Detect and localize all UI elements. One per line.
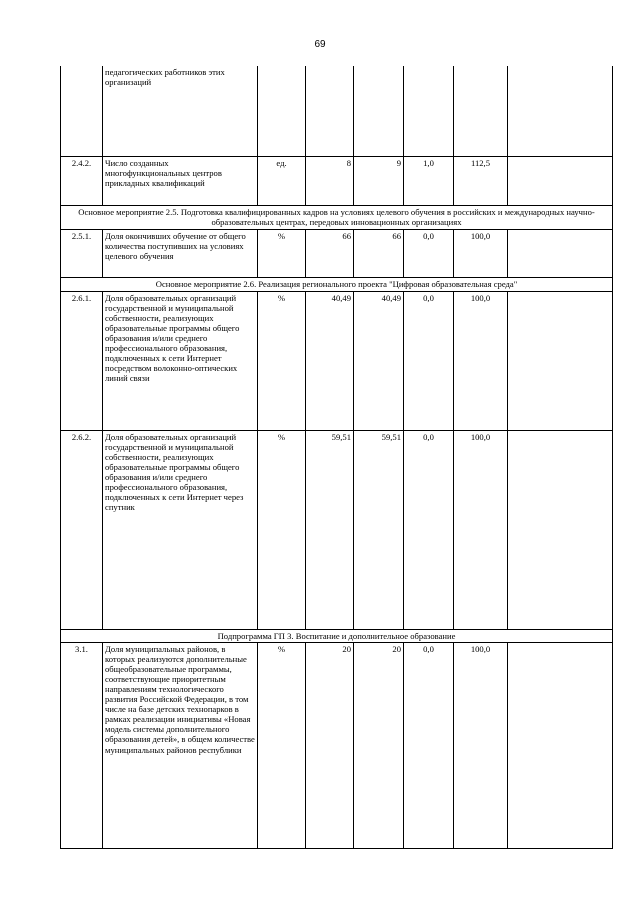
unit-cell bbox=[258, 66, 306, 156]
note-cell bbox=[508, 156, 613, 205]
value-cell bbox=[354, 66, 404, 156]
row-number: 3.1. bbox=[61, 642, 103, 848]
note-cell bbox=[508, 291, 613, 430]
note-cell bbox=[508, 642, 613, 848]
table-row bbox=[61, 156, 613, 205]
value-cell: 66 bbox=[354, 229, 404, 277]
section-row bbox=[61, 205, 613, 229]
page-number: 69 bbox=[314, 39, 326, 50]
table-row bbox=[61, 66, 613, 156]
value-cell bbox=[454, 66, 508, 156]
value-cell: 9 bbox=[354, 156, 404, 205]
row-number: 2.6.2. bbox=[61, 430, 103, 629]
note-cell bbox=[508, 430, 613, 629]
note-cell bbox=[508, 229, 613, 277]
value-cell: 40,49 bbox=[306, 291, 354, 430]
value-cell: 8 bbox=[306, 156, 354, 205]
value-cell: 0,0 bbox=[404, 291, 454, 430]
value-cell: 40,49 bbox=[354, 291, 404, 430]
unit-cell: % bbox=[258, 229, 306, 277]
row-number: 2.5.1. bbox=[61, 229, 103, 277]
value-cell: 112,5 bbox=[454, 156, 508, 205]
indicator-name: Число созданных многофункциональных центров прикладных квалификаций bbox=[103, 156, 258, 205]
value-cell: 0,0 bbox=[404, 430, 454, 629]
value-cell: 59,51 bbox=[306, 430, 354, 629]
value-cell bbox=[404, 66, 454, 156]
table-row bbox=[61, 229, 613, 277]
value-cell: 66 bbox=[306, 229, 354, 277]
row-number bbox=[61, 66, 103, 156]
table-row bbox=[61, 291, 613, 430]
value-cell: 0,0 bbox=[404, 229, 454, 277]
row-number: 2.4.2. bbox=[61, 156, 103, 205]
value-cell: 20 bbox=[306, 642, 354, 848]
value-cell: 100,0 bbox=[454, 642, 508, 848]
row-number: 2.6.1. bbox=[61, 291, 103, 430]
value-cell bbox=[306, 66, 354, 156]
value-cell: 100,0 bbox=[454, 291, 508, 430]
value-cell: 100,0 bbox=[454, 430, 508, 629]
value-cell: 20 bbox=[354, 642, 404, 848]
unit-cell: ед. bbox=[258, 156, 306, 205]
value-cell: 0,0 bbox=[404, 642, 454, 848]
indicators-table bbox=[60, 66, 613, 849]
section-heading: Подпрограмма ГП 3. Воспитание и дополнительное образование bbox=[61, 629, 613, 642]
value-cell: 1,0 bbox=[404, 156, 454, 205]
section-heading: Основное мероприятие 2.6. Реализация регионального проекта "Цифровая образовательная среда" bbox=[61, 277, 613, 291]
table-row bbox=[61, 430, 613, 629]
indicator-name: Доля образовательных организаций государственной и муниципальной собственности, реализующих образовательные программы общего образования и/или среднего профессионального образования, подключенных к сети Интернет посредством волоконно-оптических линий связи bbox=[103, 291, 258, 430]
section-row bbox=[61, 629, 613, 642]
unit-cell: % bbox=[258, 430, 306, 629]
section-row bbox=[61, 277, 613, 291]
indicator-name: Доля окончивших обучение от общего количества поступивших на условиях целевого обучения bbox=[103, 229, 258, 277]
unit-cell: % bbox=[258, 642, 306, 848]
unit-cell: % bbox=[258, 291, 306, 430]
indicator-name: педагогических работников этих организаций bbox=[103, 66, 258, 156]
note-cell bbox=[508, 66, 613, 156]
indicator-name: Доля муниципальных районов, в которых реализуются дополнительные общеобразовательные программы, соответствующие приоритетным направлениям технологического развития Российской Федерации, в том числе на базе детских технопарков в рамках реализации инициативы «Новая модель системы дополнительного образования детей», в общем количестве муниципальных районов республики bbox=[103, 642, 258, 848]
section-heading: Основное мероприятие 2.5. Подготовка квалифицированных кадров на условиях целевого обучения в российских и международных научно-образовательных центрах, передовых инновационных организациях bbox=[61, 205, 613, 229]
value-cell: 100,0 bbox=[454, 229, 508, 277]
value-cell: 59,51 bbox=[354, 430, 404, 629]
indicator-name: Доля образовательных организаций государственной и муниципальной собственности, реализующих образовательные программы общего образования и/или среднего профессионального образования, подключенных к сети Интернет через спутник bbox=[103, 430, 258, 629]
table-row bbox=[61, 642, 613, 848]
